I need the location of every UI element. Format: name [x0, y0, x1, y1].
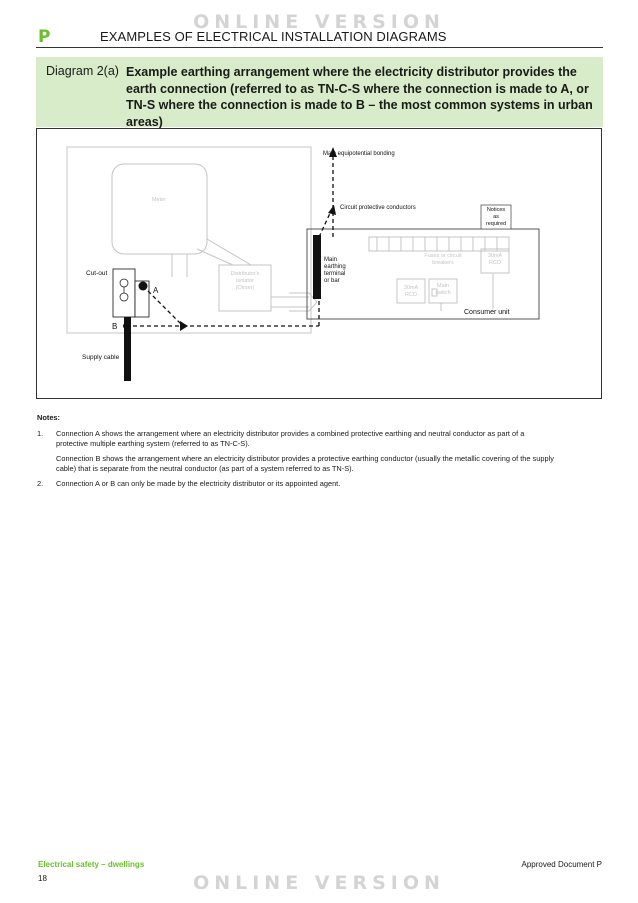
note-number-2: 2.: [37, 479, 44, 488]
footer-page-number: 18: [38, 874, 47, 883]
watermark-top: ONLINE VERSION: [193, 11, 445, 33]
part-letter: P: [38, 27, 51, 47]
main-switch-label-1: Main: [437, 283, 449, 289]
diagram-caption: [36, 57, 603, 127]
main-bonding-label: Main equipotential bonding: [323, 151, 395, 157]
note-1-paragraph-2: Connection B shows the arrangement where an electricity distributor provides a protective earthing conductor (usually the metallic covering of the supply cable) that is separate from the neutral conductor (as part of a system referred to as TN-S).: [56, 454, 554, 473]
earthing-diagram: [37, 129, 603, 400]
main-earthing-terminal-bar: [313, 235, 321, 299]
header-rule: [36, 47, 603, 48]
consumer-unit-label: Consumer unit: [464, 309, 510, 316]
breakers-label-2: breakers: [432, 260, 454, 266]
cpc-label: Circuit protective conductors: [340, 205, 416, 211]
isolator-label-2: isolator: [236, 278, 254, 284]
notes-section: [37, 413, 557, 494]
rcd-right-label-2: RCD: [489, 260, 501, 266]
tail-arrow: [289, 293, 317, 311]
isolator-label-1: Distributor's: [230, 271, 260, 277]
met-label-4: or bar: [324, 278, 340, 284]
page-title: EXAMPLES OF ELECTRICAL INSTALLATION DIAGRAMS: [100, 29, 447, 44]
notes-heading: Notes:: [37, 413, 60, 422]
rcd-left-label-1: 30mA: [403, 285, 419, 291]
note-1-paragraph-1: Connection A shows the arrangement where an electricity distributor provides a combined protective earthing and neutral conductor as part of a protective multiple earthing system (referred to as TN-C-S).: [56, 429, 525, 448]
notices-label-1: Notices: [486, 207, 506, 213]
rcd-left-box: [397, 279, 425, 303]
isolator-label-3: (Oirser): [235, 285, 255, 291]
notices-label-2: as: [493, 214, 499, 220]
watermark-bottom: ONLINE VERSION: [193, 872, 445, 894]
meter-to-isolator-2: [207, 239, 251, 265]
main-switch-label-2: switch: [435, 290, 451, 296]
cut-out-label: Cut-out: [86, 270, 108, 277]
caption-label: Diagram 2(a): [46, 64, 119, 78]
note-item-1: [37, 429, 557, 474]
footer-approved-document: Approved Document P: [521, 860, 602, 869]
note-item-2: [37, 479, 557, 489]
note-number-1: 1.: [37, 429, 44, 438]
caption-text: Example earthing arrangement where the electricity distributor provides the earth connection (referred to as TN-C-S where the connection is made to A, or TN-S where the connection is made to B – the most common systems in urban areas): [126, 65, 593, 129]
diagram-frame: [36, 128, 602, 399]
rcd-right-label-1: 30mA: [487, 253, 503, 259]
point-a-label: A: [153, 286, 159, 295]
met-label-2: earthing: [324, 264, 346, 270]
met-label-1: Main: [324, 257, 338, 263]
meter-label: Meter: [151, 197, 167, 203]
footer-document-title: Electrical safety – dwellings: [38, 860, 145, 869]
met-label-3: terminal: [324, 271, 346, 277]
meter-box: [112, 164, 207, 254]
supply-cable-label: Supply cable: [82, 354, 120, 361]
house-outline: [67, 147, 311, 333]
rcd-left-label-2: RCD: [405, 292, 417, 298]
joint-arrow-icon: [180, 321, 188, 331]
earthing-paths: [126, 153, 333, 326]
breakers-label-1: Fuses or circuit: [424, 253, 462, 259]
notices-label-3: required: [485, 221, 507, 227]
note-2-paragraph-1: Connection A or B can only be made by the electricity distributor or its appointed agent.: [56, 479, 341, 488]
cpc-arrow-icon: [328, 205, 336, 215]
point-b-label: B: [112, 322, 118, 331]
